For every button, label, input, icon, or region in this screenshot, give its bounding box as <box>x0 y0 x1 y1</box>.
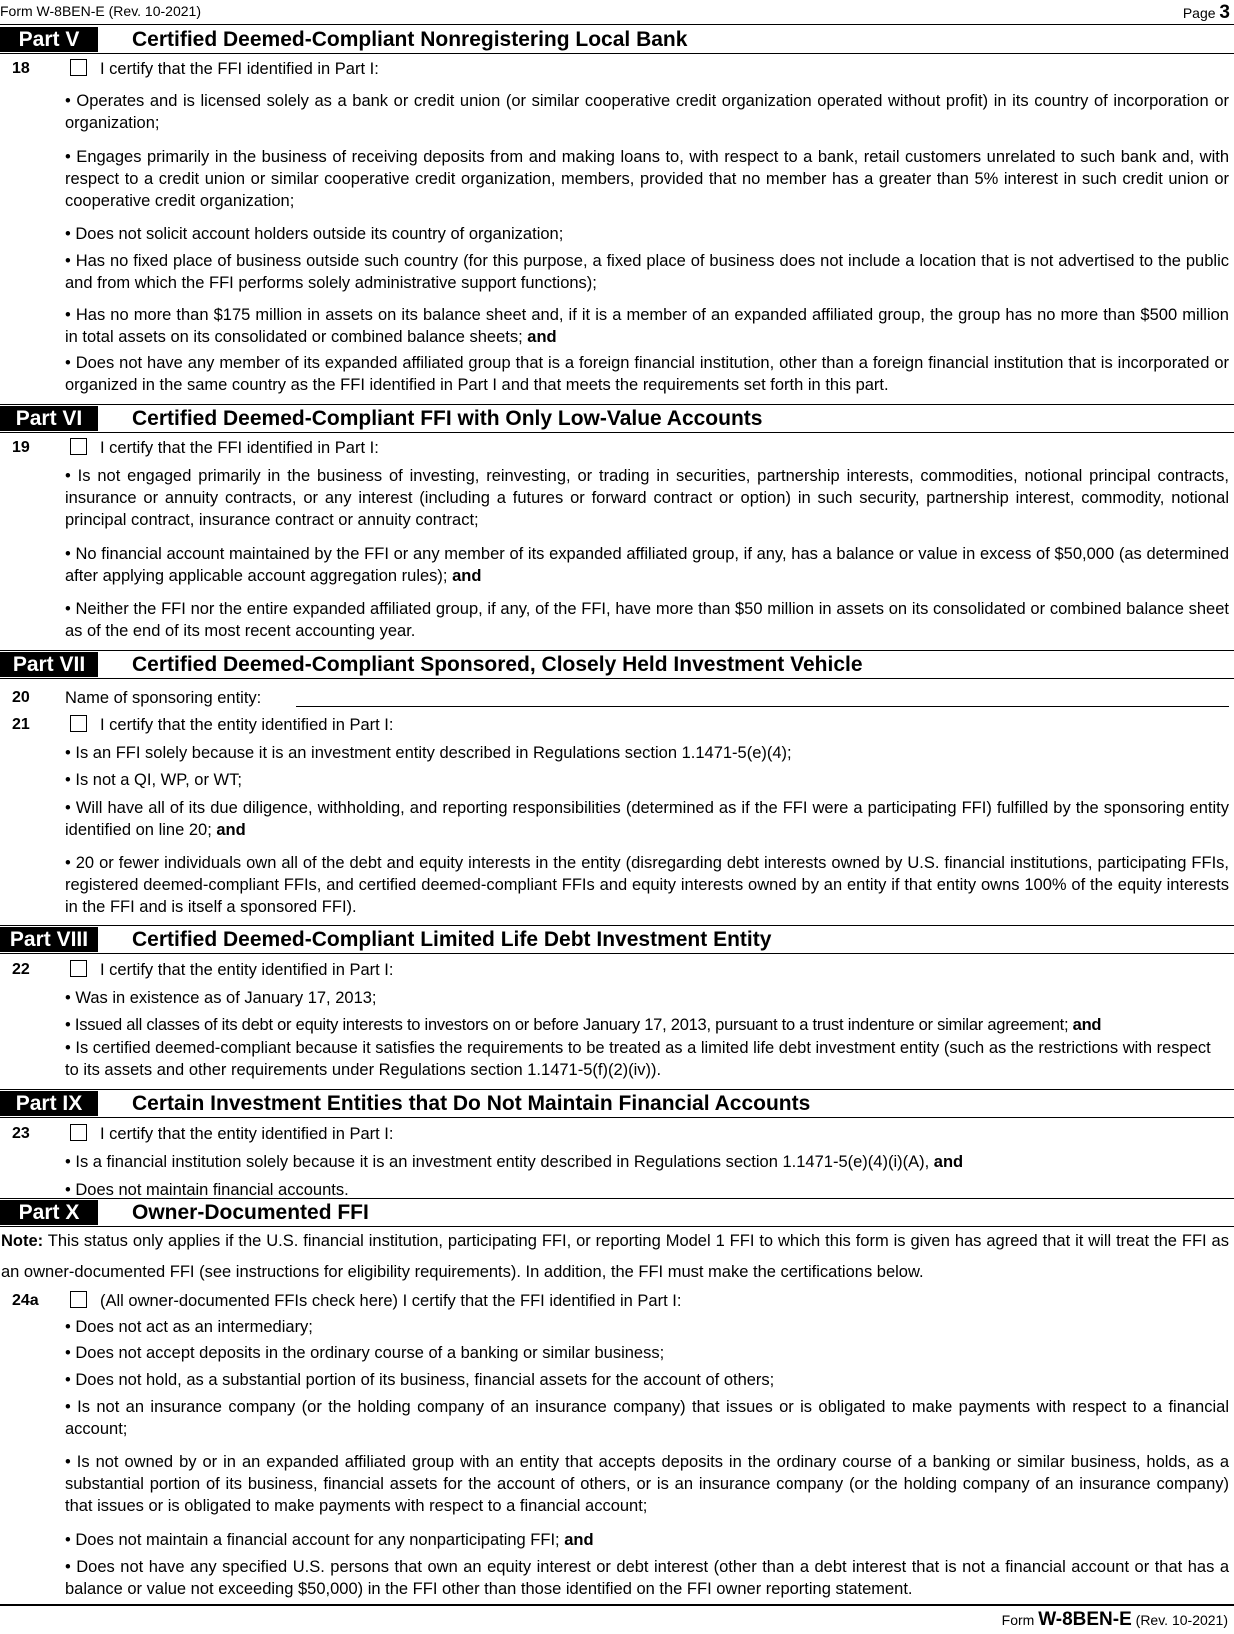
line-23-certify: I certify that the entity identified in Part I: <box>100 1125 394 1143</box>
and-connector: and <box>216 821 246 839</box>
part-x-bullet-5: • Is not owned by or in an expanded affiliated group with an entity that accepts deposits in the ordinary course of a banking or similar business, holds, as a substantial portion of its business, financial assets for the account of others, or is an insurance company (or the holding company of an insurance company) that issues or is obligated to make payments with respect to a financial account; <box>65 1453 1229 1515</box>
part-v-bullet-1: • Operates and is licensed solely as a bank or credit union (or similar cooperative credit organization operated without profit) in its country of incorporation or organization; <box>65 92 1229 132</box>
sponsoring-entity-field[interactable] <box>296 705 1229 707</box>
part-viii-bullet-1: • Was in existence as of January 17, 2013; <box>65 989 377 1007</box>
part-vi-tag: Part VI <box>0 406 98 431</box>
divider <box>0 650 1234 651</box>
part-x-bullet-3: • Does not hold, as a substantial portion of its business, financial assets for the account of others; <box>65 1371 775 1389</box>
divider <box>0 404 1234 405</box>
part-viii-bullet-2 <box>65 1014 1229 1036</box>
line-20-label: Name of sponsoring entity: <box>65 689 262 707</box>
part-ix-bullet-2: • Does not maintain financial accounts. <box>65 1181 349 1199</box>
line-22-checkbox[interactable] <box>70 960 87 977</box>
part-x-note <box>1 1226 1229 1288</box>
line-22-number: 22 <box>12 961 30 978</box>
line-19-number: 19 <box>12 439 30 456</box>
part-x-bullet-7: • Does not have any specified U.S. persons that own an equity interest or debt interest (other than a debt interest that is not a financial account or that has a balance or value not exceeding $50,000) in the FFI other than those identified on the FFI owner reporting statement. <box>65 1558 1229 1598</box>
note-text: This status only applies if the U.S. financial institution, participating FFI, or reporting Model 1 FFI to which this form is given has agreed that it will treat the FFI as an owner-documented FFI (see instructions for eligibility requirements). In addition, the FFI must make the certifications below. <box>1 1232 1229 1281</box>
footer-revision: (Rev. 10-2021) <box>1135 1612 1228 1628</box>
part-x-title: Owner-Documented FFI <box>132 1201 369 1224</box>
part-v-title: Certified Deemed-Compliant Nonregistering Local Bank <box>132 28 688 51</box>
part-vii-bullet-4: • 20 or fewer individuals own all of the debt and equity interests in the entity (disregarding debt interests owned by U.S. financial institutions, participating FFIs, registered deemed-compliant FFIs, and certified deemed-compliant FFIs and equity interests owned by an entity if that entity owns 100% of the equity interests in the FFI and is itself a sponsored FFI). <box>65 854 1229 916</box>
divider <box>0 1198 1234 1199</box>
page-indicator <box>1183 2 1230 24</box>
note-label: Note: <box>1 1232 44 1250</box>
and-connector: and <box>527 328 557 346</box>
divider <box>0 53 1234 54</box>
part-viii-tag: Part VIII <box>0 927 98 952</box>
footer-form-id <box>1002 1609 1228 1631</box>
page-number: 3 <box>1219 2 1230 23</box>
part-x-tag: Part X <box>0 1200 98 1225</box>
footer-form-name: W-8BEN-E <box>1038 1609 1132 1630</box>
divider <box>0 1089 1234 1090</box>
part-v-bullet-5 <box>65 304 1229 348</box>
and-connector: and <box>933 1153 964 1171</box>
footer-divider <box>0 1604 1234 1606</box>
footer-form-prefix: Form <box>1001 1612 1035 1628</box>
line-24a-certify: (All owner-documented FFIs check here) I certify that the FFI identified in Part I: <box>100 1292 682 1310</box>
line-18-certify: I certify that the FFI identified in Part I: <box>100 60 379 78</box>
line-21-checkbox[interactable] <box>70 715 87 732</box>
line-21-number: 21 <box>12 716 30 733</box>
part-viii-bullet-2-text: • Issued all classes of its debt or equity interests to investors on or before January 17, 2013, pursuant to a trust indenture or similar agreement; <box>65 1016 1069 1034</box>
part-v-bullet-4: • Has no fixed place of business outside such country (for this purpose, a fixed place of business does not include a location that is not advertised to the public and from which the FFI performs solely administrative support functions); <box>65 252 1229 292</box>
line-24a-checkbox[interactable] <box>70 1291 87 1308</box>
part-x-bullet-2: • Does not accept deposits in the ordinary course of a banking or similar business; <box>65 1344 665 1362</box>
part-vi-bullet-2 <box>65 543 1229 587</box>
part-viii-title: Certified Deemed-Compliant Limited Life Debt Investment Entity <box>132 928 772 951</box>
part-vii-bullet-2: • Is not a QI, WP, or WT; <box>65 771 242 789</box>
and-connector: and <box>452 567 482 585</box>
part-vi-bullet-1: • Is not engaged primarily in the business of investing, reinvesting, or trading in securities, partnership interests, commodities, notional principal contracts, insurance or annuity contracts, or any interest (including a futures or forward contract or option) in such security, partnership interest, commodity, notional principal contract, insurance contract or annuity contract; <box>65 467 1229 529</box>
divider <box>0 953 1234 954</box>
part-x-bullet-4: • Is not an insurance company (or the holding company of an insurance company) that issues or is obligated to make payments with respect to a financial account; <box>65 1398 1229 1438</box>
part-v-bullet-2: • Engages primarily in the business of receiving deposits from and making loans to, with respect to a bank, retail customers unrelated to such bank and, with respect to a credit union or similar cooperative credit organization, members, provided that no member has a greater than 5% interest in such credit union or cooperative credit organization; <box>65 148 1229 210</box>
part-vi-bullet-3: • Neither the FFI nor the entire expanded affiliated group, if any, of the FFI, have more than $50 million in assets on its consolidated or combined balance sheet as of the end of its most recent accounting year. <box>65 600 1229 640</box>
part-v-tag: Part V <box>0 27 98 52</box>
part-vii-bullet-1: • Is an FFI solely because it is an investment entity described in Regulations section 1.1471-5(e)(4); <box>65 744 792 762</box>
line-18-checkbox[interactable] <box>70 59 87 76</box>
line-21-certify: I certify that the entity identified in Part I: <box>100 716 394 734</box>
part-vii-title: Certified Deemed-Compliant Sponsored, Closely Held Investment Vehicle <box>132 653 863 676</box>
part-vi-bullet-2-text: • No financial account maintained by the FFI or any member of its expanded affiliated group, if any, has a balance or value in excess of $50,000 (as determined after applying applicable account aggregation rules); <box>65 545 1229 585</box>
line-24a-number: 24a <box>12 1292 39 1309</box>
part-x-bullet-1: • Does not act as an intermediary; <box>65 1318 313 1336</box>
part-x-bullet-6-text: • Does not maintain a financial account for any nonparticipating FFI; <box>65 1531 560 1549</box>
part-ix-tag: Part IX <box>0 1091 98 1116</box>
part-ix-bullet-1-text: • Is a financial institution solely because it is an investment entity described in Regulations section 1.1471-5(e)(4)(i)(A), <box>65 1153 930 1171</box>
divider <box>0 24 1234 25</box>
part-ix-title: Certain Investment Entities that Do Not Maintain Financial Accounts <box>132 1092 811 1115</box>
part-vii-bullet-3-text: • Will have all of its due diligence, withholding, and reporting responsibilities (determined as if the FFI were a participating FFI) fulfilled by the sponsoring entity identified on line 20; <box>65 799 1229 839</box>
part-ix-bullet-1 <box>65 1151 1229 1173</box>
and-connector: and <box>564 1531 594 1549</box>
part-viii-bullet-3: • Is certified deemed-compliant because it satisfies the requirements to be treated as a limited life debt investment entity (such as the restrictions with respect to its assets and other requirements under Regulations section 1.1471-5(f)(2)(iv)). <box>65 1039 1211 1079</box>
line-23-checkbox[interactable] <box>70 1124 87 1141</box>
line-20-number: 20 <box>12 689 30 706</box>
part-x-bullet-6 <box>65 1529 1229 1551</box>
part-vi-title: Certified Deemed-Compliant FFI with Only Low-Value Accounts <box>132 407 763 430</box>
line-23-number: 23 <box>12 1125 30 1142</box>
part-vii-bullet-3 <box>65 797 1229 841</box>
line-19-certify: I certify that the FFI identified in Part I: <box>100 439 379 457</box>
page-label: Page <box>1182 5 1216 21</box>
part-v-bullet-5-text: • Has no more than $175 million in assets on its balance sheet and, if it is a member of an expanded affiliated group, the group has no more than $500 million in total assets on its consolidated or combined balance sheets; <box>65 306 1229 346</box>
line-18-number: 18 <box>12 60 30 77</box>
and-connector: and <box>1072 1016 1102 1034</box>
form-identifier: Form W-8BEN-E (Rev. 10-2021) <box>0 3 201 19</box>
line-22-certify: I certify that the entity identified in Part I: <box>100 961 394 979</box>
divider <box>0 432 1234 433</box>
part-vii-tag: Part VII <box>0 652 98 677</box>
divider <box>0 925 1234 926</box>
divider <box>0 678 1234 679</box>
part-v-bullet-6: • Does not have any member of its expanded affiliated group that is a foreign financial institution, other than a foreign financial institution that is incorporated or organized in the same country as the FFI identified in Part I and that meets the requirements set forth in this part. <box>65 354 1229 394</box>
part-v-bullet-3: • Does not solicit account holders outside its country of organization; <box>65 225 564 243</box>
line-19-checkbox[interactable] <box>70 438 87 455</box>
divider <box>0 1117 1234 1118</box>
